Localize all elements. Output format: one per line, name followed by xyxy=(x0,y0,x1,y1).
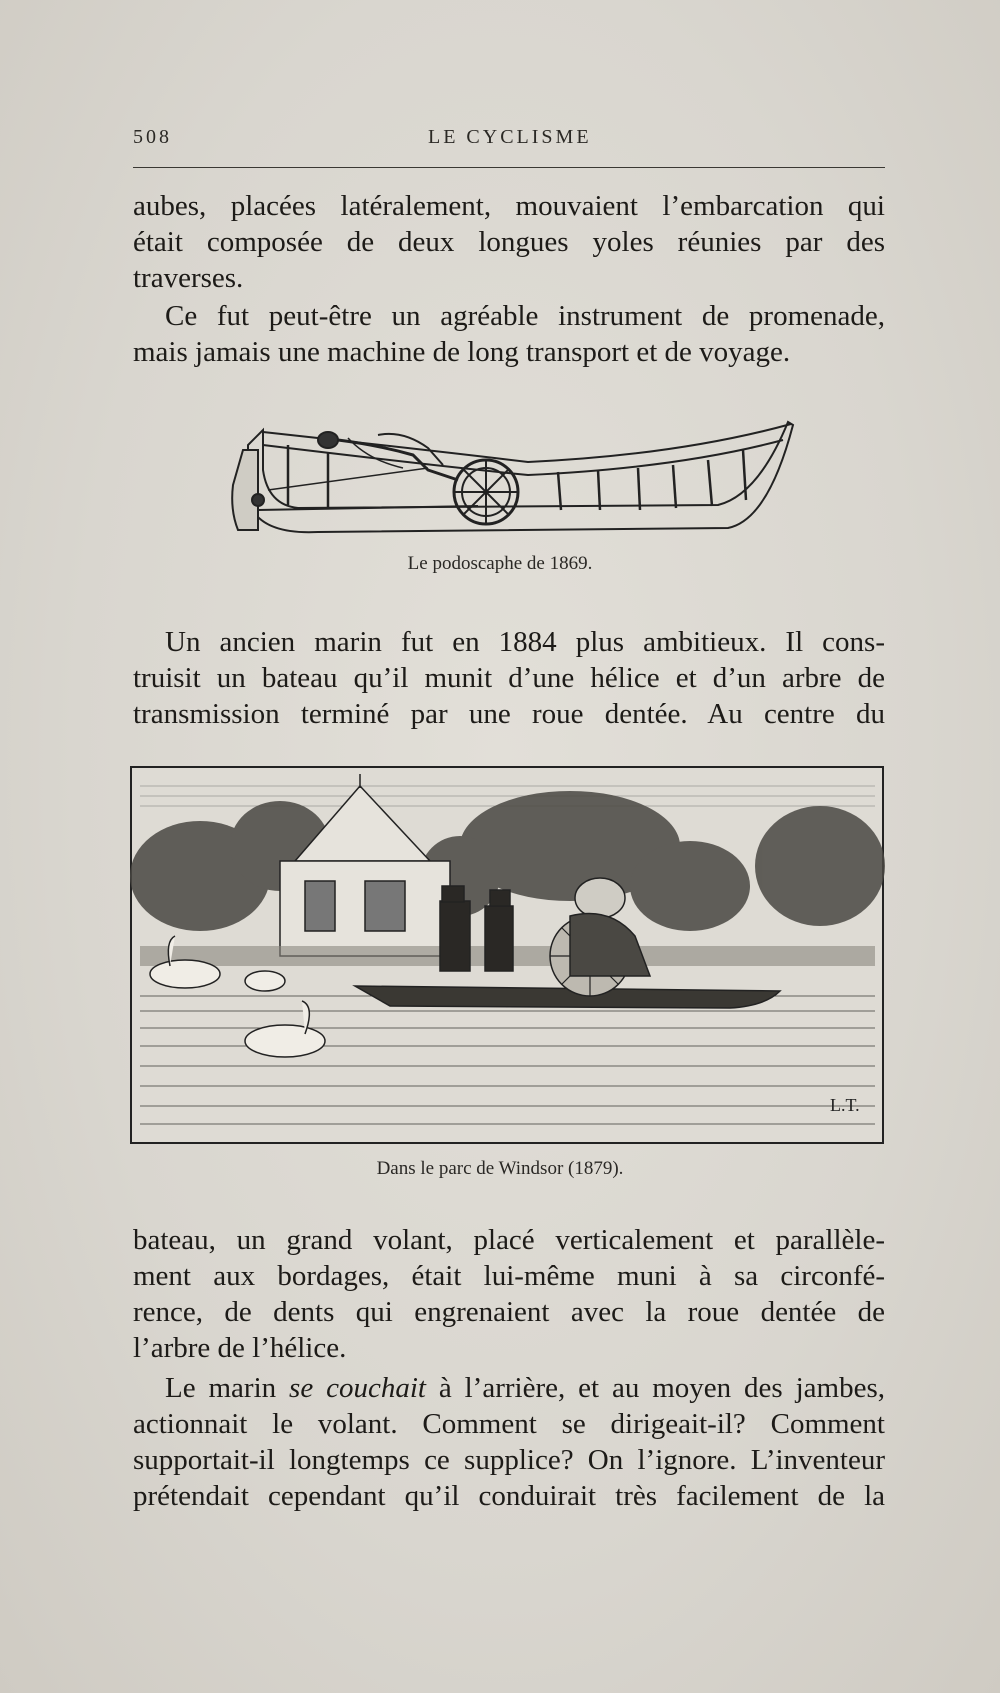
text-line: mais jamais une machine de long transport et de voyage. xyxy=(133,336,791,368)
running-title: LE CYCLISME xyxy=(428,126,592,148)
paragraph-3 xyxy=(133,624,885,732)
text-line: était composée de deux longues yoles réunies par des xyxy=(133,226,885,258)
figure-2-caption: Dans le parc de Windsor (1879). xyxy=(376,1158,624,1179)
text-line: Ce fut peut-être un agréable instrument de promenade, xyxy=(165,300,885,332)
header-rule xyxy=(133,167,885,168)
windsor-engraving xyxy=(130,766,885,1146)
text-line: l’arbre de l’hélice. xyxy=(133,1332,347,1364)
text-run: à l’arrière, et au moyen des jambes, xyxy=(425,1372,886,1404)
paragraph-5 xyxy=(133,1370,885,1514)
text-run: Le marin xyxy=(165,1372,290,1404)
paragraph-1 xyxy=(133,188,885,296)
running-header xyxy=(133,126,885,152)
italic-phrase: se couchait xyxy=(289,1372,426,1404)
podoscaphe-illustration xyxy=(228,410,798,540)
text-line: actionnait le volant. Comment se dirigeait-il? Comment xyxy=(133,1408,885,1440)
text-line xyxy=(133,1370,885,1406)
page-number: 508 xyxy=(133,126,172,148)
text-line: truisit un bateau qu’il munit d’une hélice et d’un arbre de xyxy=(133,662,885,694)
text-line: rence, de dents qui engrenaient avec la roue dentée de xyxy=(133,1296,885,1328)
text-line: bateau, un grand volant, placé verticalement et parallèle- xyxy=(133,1224,885,1256)
text-line: aubes, placées latéralement, mouvaient l’embarcation qui xyxy=(133,190,885,222)
text-line: ment aux bordages, était lui-même muni à sa circonfé- xyxy=(133,1260,885,1292)
text-line: prétendait cependant qu’il conduirait très facilement de la xyxy=(133,1480,885,1512)
text-line: transmission terminé par une roue dentée. Au centre du xyxy=(133,698,885,730)
text-line: traverses. xyxy=(133,262,244,294)
paragraph-2 xyxy=(133,298,885,370)
figure-1-caption: Le podoscaphe de 1869. xyxy=(407,553,593,574)
text-line: supportait-il longtemps ce supplice? On l’ignore. L’inventeur xyxy=(133,1444,885,1476)
engraver-signature: L.T. xyxy=(830,1095,860,1115)
paragraph-4 xyxy=(133,1222,885,1366)
text-line: Un ancien marin fut en 1884 plus ambitieux. Il cons- xyxy=(165,626,885,658)
